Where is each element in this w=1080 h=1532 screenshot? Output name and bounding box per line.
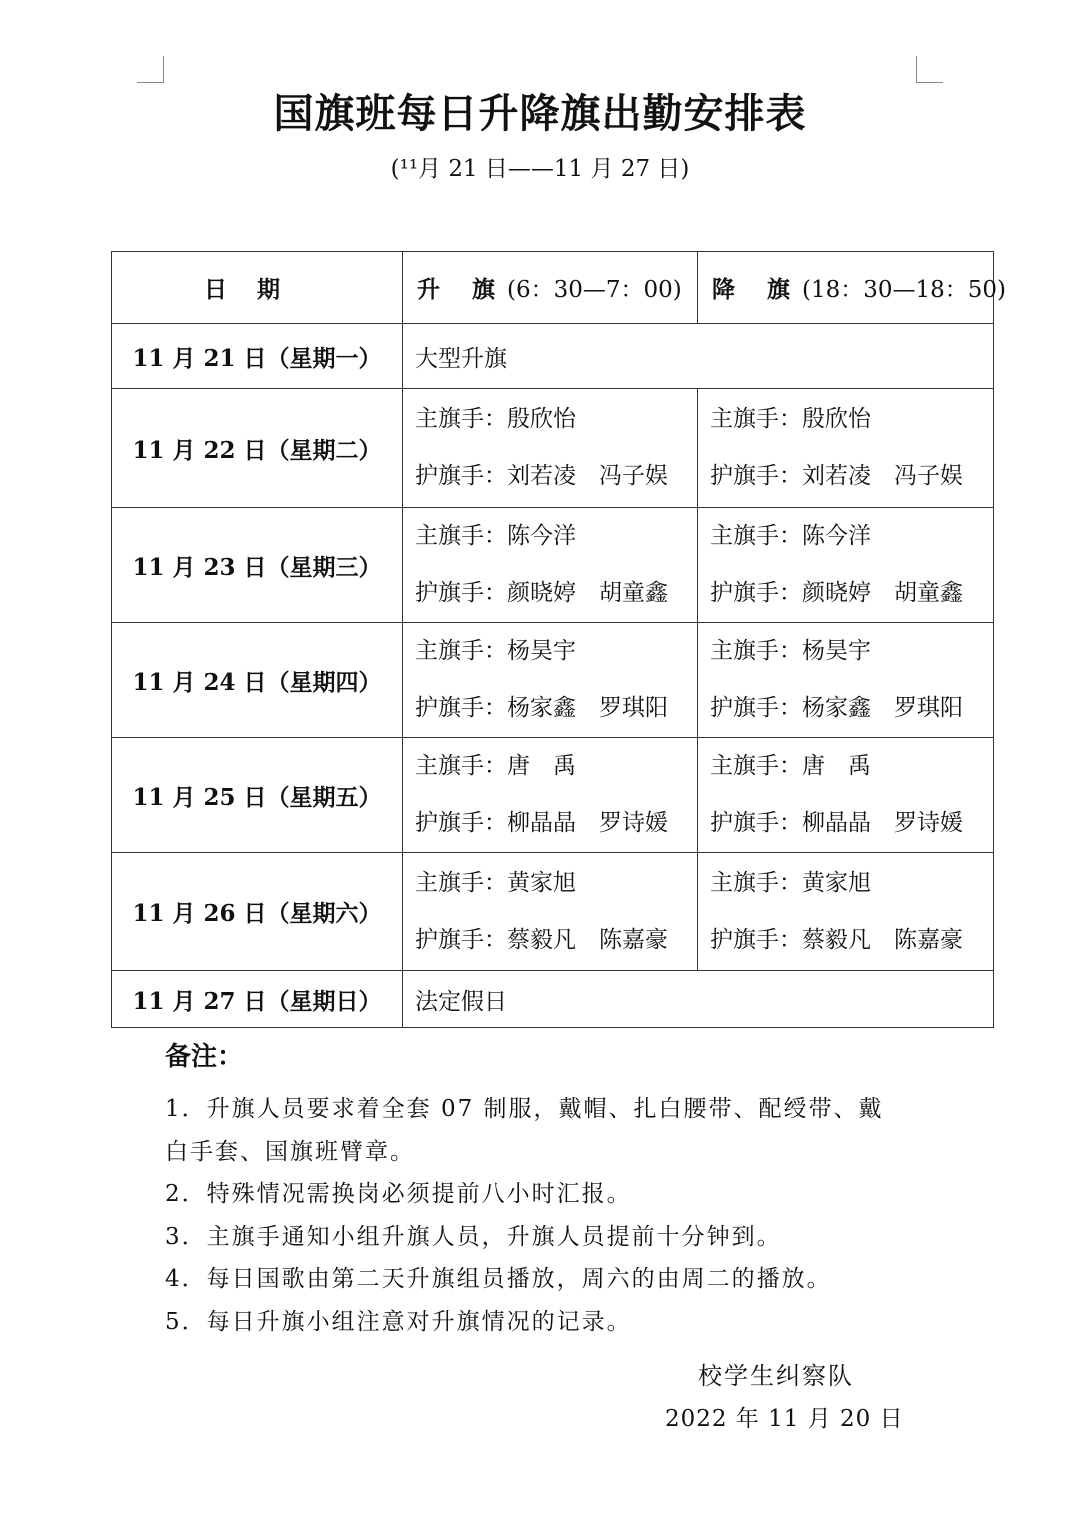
raise-main-flag: 主旗手：黄家旭 [415, 869, 576, 896]
lower-main-flag: 主旗手：殷欣怡 [710, 406, 871, 432]
row-date: 11 月 26 日（星期六） [112, 853, 403, 971]
schedule-table [111, 251, 1007, 1028]
row-note: 大型升旗 [403, 324, 994, 389]
note-line: 5．每日升旗小组注意对升旗情况的记录。 [165, 1308, 632, 1335]
lower-main-flag: 主旗手：杨昊宇 [710, 638, 871, 664]
raise-guard-flag: 护旗手：蔡毅凡 陈嘉豪 [415, 926, 668, 953]
raise-main-flag: 主旗手：陈今洋 [415, 523, 576, 549]
raise-main-flag: 主旗手：杨昊宇 [415, 638, 576, 664]
raise-guard-flag: 护旗手：颜晓婷 胡童鑫 [415, 580, 668, 606]
raise-guard-flag: 护旗手：柳晶晶 罗诗媛 [415, 810, 668, 836]
signature-date: 2022 年 11 月 20 日 [665, 1406, 904, 1432]
lower-cell [698, 508, 994, 623]
row-date: 11 月 24 日（星期四） [112, 623, 403, 738]
raise-guard-flag: 护旗手：刘若凌 冯子娱 [415, 463, 668, 489]
table-row [112, 971, 994, 1028]
crop-mark-top-left [137, 56, 164, 83]
raise-cell [403, 853, 698, 971]
header-date: 日期 [112, 252, 403, 324]
notes-list [165, 1088, 925, 1343]
lower-cell [698, 623, 994, 738]
raise-main-flag: 主旗手：唐 禹 [415, 753, 576, 779]
lower-main-flag: 主旗手：陈今洋 [710, 523, 871, 549]
table-header-row [112, 252, 994, 324]
lower-guard-flag: 护旗手：刘若凌 冯子娱 [710, 463, 963, 489]
header-raise [403, 252, 698, 324]
lower-cell [698, 853, 994, 971]
lower-guard-flag: 护旗手：颜晓婷 胡童鑫 [710, 580, 963, 606]
table-row [112, 324, 994, 389]
note-line: 白手套、国旗班臂章。 [165, 1138, 415, 1165]
header-lower-label: 降 旗 [712, 276, 803, 303]
lower-guard-flag: 护旗手：柳晶晶 罗诗媛 [710, 810, 963, 836]
table-row [112, 389, 994, 508]
row-date: 11 月 25 日（星期五） [112, 738, 403, 853]
date-range: (¹¹月 21 日——11 月 27 日) [390, 156, 690, 182]
raise-cell [403, 508, 698, 623]
note-line: 2．特殊情况需换岗必须提前八小时汇报。 [165, 1181, 632, 1207]
row-note: 法定假日 [403, 971, 994, 1028]
raise-cell [403, 738, 698, 853]
raise-guard-flag: 护旗手：杨家鑫 罗琪阳 [415, 695, 668, 721]
lower-cell [698, 738, 994, 853]
header-lower [698, 252, 1007, 324]
raise-cell [403, 623, 698, 738]
header-raise-label: 升 旗 [417, 276, 508, 303]
header-lower-time: (18：30—18：50) [802, 277, 1007, 303]
note-line: 1．升旗人员要求着全套 07 制服，戴帽、扎白腰带、配绶带、戴 [165, 1096, 884, 1122]
lower-main-flag: 主旗手：黄家旭 [710, 869, 871, 896]
table-row [112, 508, 994, 623]
signature-org: 校学生纠察队 [698, 1362, 854, 1390]
crop-mark-top-right [916, 56, 943, 83]
note-line: 4．每日国歌由第二天升旗组员播放，周六的由周二的播放。 [165, 1266, 832, 1292]
lower-main-flag: 主旗手：唐 禹 [710, 753, 871, 779]
lower-cell [698, 389, 994, 508]
lower-guard-flag: 护旗手：蔡毅凡 陈嘉豪 [710, 926, 963, 953]
row-date: 11 月 27 日（星期日） [112, 971, 403, 1028]
table-row [112, 738, 994, 853]
row-date: 11 月 22 日（星期二） [112, 389, 403, 508]
row-date: 11 月 21 日（星期一） [112, 324, 403, 389]
lower-guard-flag: 护旗手：杨家鑫 罗琪阳 [710, 695, 963, 721]
document-title: 国旗班每日升降旗出勤安排表 [273, 91, 807, 137]
table-row [112, 623, 994, 738]
note-line: 3．主旗手通知小组升旗人员，升旗人员提前十分钟到。 [165, 1223, 782, 1250]
raise-main-flag: 主旗手：殷欣怡 [415, 406, 576, 432]
notes-title: 备注： [165, 1042, 244, 1072]
raise-cell [403, 389, 698, 508]
table-row [112, 853, 994, 971]
header-raise-time: (6：30—7：00) [507, 277, 682, 303]
row-date: 11 月 23 日（星期三） [112, 508, 403, 623]
